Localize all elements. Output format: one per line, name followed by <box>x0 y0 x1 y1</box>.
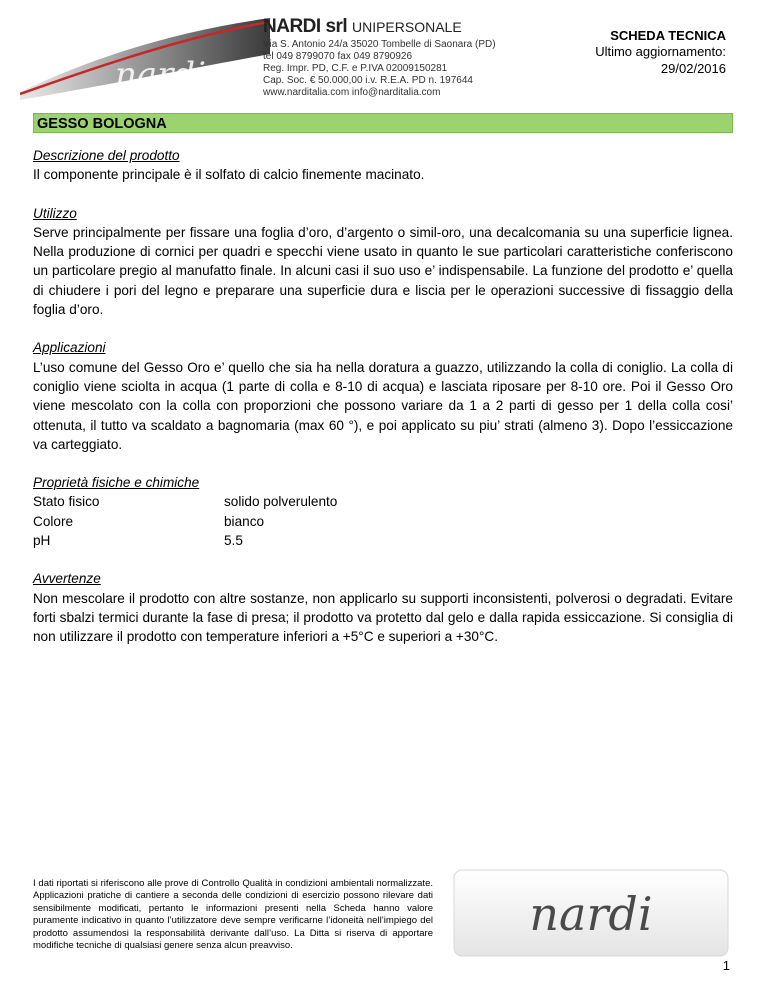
section-applicazioni <box>33 338 733 454</box>
section-heading: Applicazioni <box>33 340 106 356</box>
property-label: pH <box>33 533 51 549</box>
company-web: www.narditalia.com info@narditalia.com <box>263 86 441 98</box>
disclaimer-note: I dati riportati si riferiscono alle prove di Controllo Qualità in condizioni ambientali normalizzate. Applicazioni pratiche di cantiere a seconda delle condizioni di esercizio possono rilevare dati sensibilmente modificati, pertanto le informazioni presenti nella Scheda hanno valore puramente indicativo in quanto l’utilizzatore deve sempre verificarne l’idoneità nell’impiego del prodotto assumendosi la responsabilità derivante dall’uso. La Ditta si riserva di apportare modifiche tecniche di qualsiasi genere senza alcun preavviso. <box>33 878 433 952</box>
update-date: 29/02/2016 <box>660 60 726 76</box>
company-name: NARDI srl UNIPERSONALE <box>263 16 462 37</box>
company-address: Via S. Antonio 24/a 35020 Tombelle di Saonara (PD) <box>263 38 496 50</box>
section-descrizione <box>33 146 733 185</box>
section-heading: Utilizzo <box>33 205 77 221</box>
section-text: Non mescolare il prodotto con altre sostanze, non applicarlo su supporti inconsistenti, polverosi o degradati. Evitare forti sbalzi termici durante la fase di presa; il prodotto va protetto dal gelo e dalla rapida essiccazione. Si consiglia di non utilizzare il prodotto con temperature inferiori a +5°C e superiori a +30°C. <box>33 590 733 645</box>
section-proprieta <box>33 473 733 550</box>
page-number: 1 <box>722 958 730 973</box>
svg-text:nardi: nardi <box>529 887 653 941</box>
section-text: L’uso comune del Gesso Oro e’ quello che sia ha nella doratura a guazzo, utilizzando la colla di coniglio. La colla di coniglio viene sciolta in acqua (1 parte di colla e 8-10 di acqua) e lasciata riposare per 8-10 ore. Poi il Gesso Oro viene mescolato con la colla con proporzioni che possono variare da 1 a 2 parti di gesso per 1 della colla cosi’ ottenuta, il tutto va scaldato a bagnomaria (max 60 °), e poi applicato su piu’ strati (almeno 3). Dopo l’essiccazione va carteggiato. <box>33 359 733 452</box>
property-label: Stato fisico <box>33 494 100 510</box>
section-heading: Avvertenze <box>33 571 101 587</box>
footer-logo <box>450 866 732 962</box>
company-logo <box>20 14 270 104</box>
properties-table <box>33 492 733 550</box>
section-text: Serve principalmente per fissare una foglia d’oro, d’argento o simil-oro, una decalcomania su una superficie lignea. Nella produzione di cornici per quadri e specchi viene usato in quanto le sue particolari caratteristiche conferiscono un particolare pregio al manufatto finale. In alcuni casi il suo uso e’ indispensabile. La funzione del prodotto e’ quella di chiudere i pori del legno e preparare una superficie dura e liscia per le operazioni successive di fissaggio della foglia d’oro. <box>33 224 733 318</box>
company-phone: tel 049 8799070 fax 049 8790926 <box>263 50 413 62</box>
product-title: GESSO BOLOGNA <box>33 113 733 133</box>
property-value: bianco <box>224 513 265 529</box>
update-label: Ultimo aggiornamento: <box>595 44 726 60</box>
company-info <box>263 16 523 99</box>
company-registration: Reg. Impr. PD, C.F. e P.IVA 02009150281 <box>263 62 448 74</box>
scheda-header <box>595 28 726 77</box>
property-value: solido polverulento <box>224 494 338 510</box>
section-text: Il componente principale è il solfato di calcio finemente macinato. <box>33 167 425 183</box>
section-heading: Descrizione del prodotto <box>33 148 180 163</box>
document-body <box>33 146 733 666</box>
section-utilizzo <box>33 204 733 320</box>
svg-text:nardi: nardi <box>115 55 207 95</box>
section-avvertenze <box>33 569 733 646</box>
section-heading: Proprietà fisiche e chimiche <box>33 475 200 491</box>
property-value: 5.5 <box>224 533 243 549</box>
property-label: Colore <box>33 513 74 529</box>
scheda-title: SCHEDA TECNICA <box>610 28 726 43</box>
company-capital: Cap. Soc. € 50.000,00 i.v. R.E.A. PD n. 197644 <box>263 74 473 86</box>
